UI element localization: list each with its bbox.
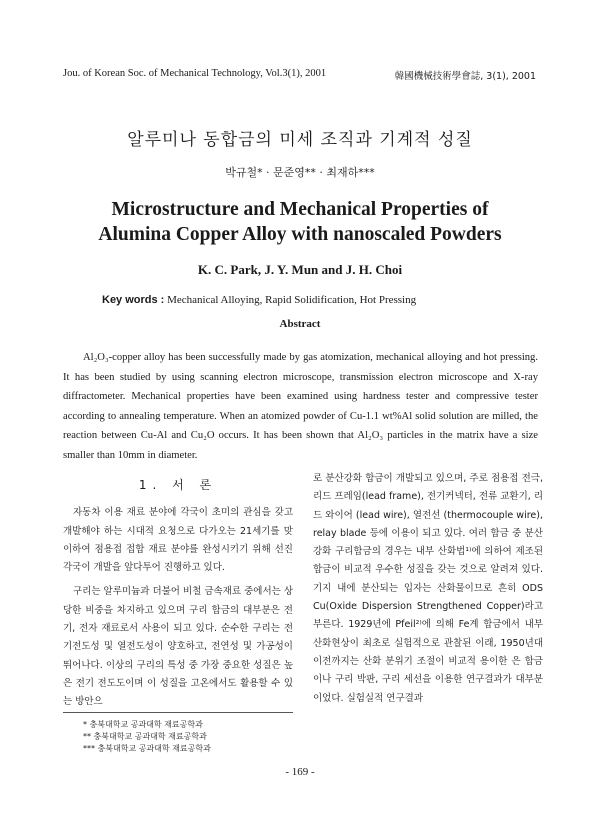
left-column	[63, 476, 293, 712]
footnote: * 충북대학교 공과대학 재료공학과	[83, 720, 203, 729]
keywords	[102, 294, 416, 306]
journal-header-en: Jou. of Korean Soc. of Mechanical Technology, Vol.3(1), 2001	[63, 68, 327, 79]
right-column	[313, 470, 543, 708]
authors-korean: 박규철* · 문준영** · 최재하***	[225, 166, 375, 179]
keywords-label: Key words :	[102, 294, 165, 306]
journal-header-ko: 韓國機械技術學會誌, 3(1), 2001	[394, 71, 536, 82]
keywords-text: Mechanical Alloying, Rapid Solidification, Hot Pressing	[164, 294, 417, 306]
footnote: *** 충북대학교 공과대학 재료공학과	[83, 744, 211, 753]
intro-paragraph-2: 구리는 알루미늄과 더불어 비철 금속재료 중에서는 상당한 비중을 차지하고 있으며 구리 합금의 대부분은 전기, 전자 재료로서 사용이 되고 있다. 순수한 구리는 전기전도성 및 열전도성이 양호하고, 전연성 및 가공성이 뛰어나다. 이상의 구리의 특성 중 가장 중요한 성질은 높은 전기 전도도이며 이 성질을 고온에서도 활용할 수 있는 방안으	[63, 586, 294, 708]
affiliation-footnotes	[63, 712, 293, 755]
paper-title-english	[0, 197, 600, 247]
authors-english: K. C. Park, J. Y. Mun and J. H. Choi	[197, 262, 403, 277]
footnote: ** 충북대학교 공과대학 재료공학과	[83, 732, 207, 741]
title-line-1: Microstructure and Mechanical Properties of	[111, 199, 489, 220]
right-column-paragraph: 로 분산강화 합금이 개발되고 있으며, 주로 점용접 전극, 리드 프레임(lead frame), 전기커넥터, 전류 교환기, 리드 와이어 (lead wire), 열전선 (thermocouple wire), relay blade 등에 이용이 되고 있다. 여러 합금 중 분산강화 구리합금의 경우는 내부 산화법¹⁾에 의하여 제조된 합금이 비교적 우수한 성질을 갖는 것으로 알려져 있다. 기지 내에 분산되는 입자는 산화물이므로 흔히 ODS Cu(Oxide Dispersion Strengthened Copper)라고 부른다. 1929년에 Pfeil²⁾에 의해 Fe계 합금에서 내부 산화현상이 최초로 실험적으로 관찰된 이래, 1950년대 이전까지는 산화 분위기 조절이 비교적 용이한 은 합금이나 구리 박판, 구리 세선을 이용한 연구결과가 대부분 이었다. 실험실적 연구결과	[313, 473, 543, 704]
abstract-text: Al₂O₃-copper alloy has been successfully made by gas atomization, mechanical alloying and hot pressing. It has been studied by using scanning electron microscope, transmission electron microscope and X-ray diffractometer. Mechanical properties have been examined using hardness tester and compressive tester according to annealing temperature. When an atomized powder of Cu-1.1 wt%Al solid solution are milled, the reaction between Cu-Al and Cu₂O occurs. It has been shown that Al₂O₃ particles in the matrix have a size smaller than 10mm in diameter.	[63, 352, 538, 461]
abstract-heading: Abstract	[279, 318, 321, 330]
section-heading-introduction: 1. 서 론	[138, 478, 218, 492]
title-line-2: Alumina Copper Alloy with nanoscaled Powders	[98, 224, 502, 245]
intro-paragraph-1: 자동차 이용 재료 분야에 각국이 초미의 관심을 갖고 개발해야 하는 시대적 요청으로 다가오는 21세기를 맞이하여 점용접 접합 재료 분야를 완성시키기 위해 선진 각국이 개발을 앞다투어 진행하고 있다.	[63, 507, 293, 574]
paper-title-korean: 알루미나 동합금의 미세 조직과 기계적 성질	[127, 130, 473, 150]
page-number: - 169 -	[285, 766, 315, 778]
